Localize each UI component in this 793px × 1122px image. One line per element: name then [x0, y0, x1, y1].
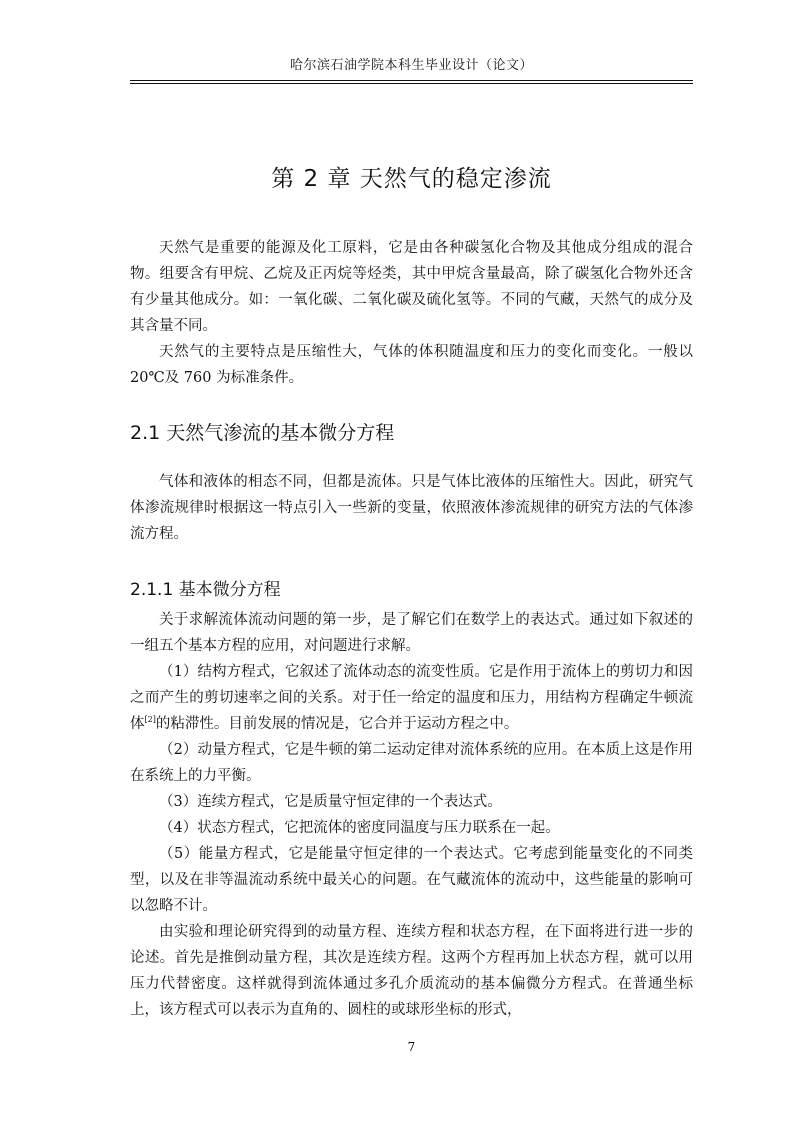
- subsection-paragraph-1: 关于求解流体流动问题的第一步，是了解它们在数学上的表达式。通过如下叙述的一组五个基本方程的应用，对问题进行求解。: [130, 612, 693, 654]
- header-rule: [130, 80, 693, 84]
- citation-marker: [2]: [144, 715, 156, 725]
- list-item-2: （2）动量方程式，它是牛顿的第二运动定律对流体系统的应用。在本质上这是作用在系统上的力平衡。: [130, 742, 693, 784]
- section-title: 2.1 天然气渗流的基本微分方程: [130, 422, 395, 444]
- list-item-5: （5）能量方程式，它是能量守恒定律的一个表达式。它考虑到能量变化的不同类型，以及在非等温流动系统中最关心的问题。在气藏流体的流动中，这些能量的影响可以忽略不计。: [130, 846, 693, 914]
- subsection-title: 2.1.1 基本微分方程: [130, 580, 281, 600]
- section-paragraph-1: 气体和液体的相态不同，但都是流体。只是气体比液体的压缩性大。因此，研究气体渗流规律时根据这一特点引入一些新的变量，依照液体渗流规律的研究方法的气体渗流方程。: [130, 474, 693, 542]
- list-item-1: [130, 659, 693, 737]
- subsection-paragraph-last: 由实验和理论研究得到的动量方程、连续方程和状态方程，在下面将进行进一步的论述。首先是推倒动量方程，其次是连续方程。这两个方程再加上状态方程，就可以用压力代替密度。这样就得到流体通过多孔介质流动的基本偏微分方程式。在普通坐标上，该方程式可以表示为直角的、圆柱的或球形坐标的形式，: [130, 924, 693, 1018]
- list-item-3: （3）连续方程式，它是质量守恒定律的一个表达式。: [159, 794, 502, 810]
- list-item-4: （4）状态方程式，它把流体的密度同温度与压力联系在一起。: [159, 820, 560, 836]
- page-number: 7: [407, 1040, 416, 1054]
- chapter-title: 第 2 章 天然气的稳定渗流: [271, 166, 552, 192]
- subsection-block: [130, 607, 693, 1023]
- intro-paragraph-1: 天然气是重要的能源及化工原料，它是由各种碳氢化合物及其他成分组成的混合物。组要含有甲烷、乙烷及正丙烷等烃类，其中甲烷含量最高，除了碳氢化合物外还含有少量其他成分。如：一氧化碳、二氧化碳及硫化氢等。不同的气藏，天然气的成分及其含量不同。: [130, 240, 693, 334]
- list-item-1-text-cont: 的粘滞性。目前发展的情况是，它合并于运动方程之中。: [155, 716, 519, 732]
- intro-block: [130, 235, 693, 391]
- running-header: 哈尔滨石油学院本科生毕业设计（论文）: [289, 58, 533, 73]
- list-item-1-text: （1）结构方程式，它叙述了流体动态的流变性质。它是作用于流体上的剪切力和因之而产生的剪切速率之间的关系。对于任一给定的温度和压力，用结构方程确定牛顿流体: [130, 664, 693, 732]
- intro-paragraph-2: 天然气的主要特点是压缩性大，气体的体积随温度和压力的变化而变化。一般以 20℃及 760 为标准条件。: [130, 344, 693, 386]
- section-block: [130, 469, 693, 547]
